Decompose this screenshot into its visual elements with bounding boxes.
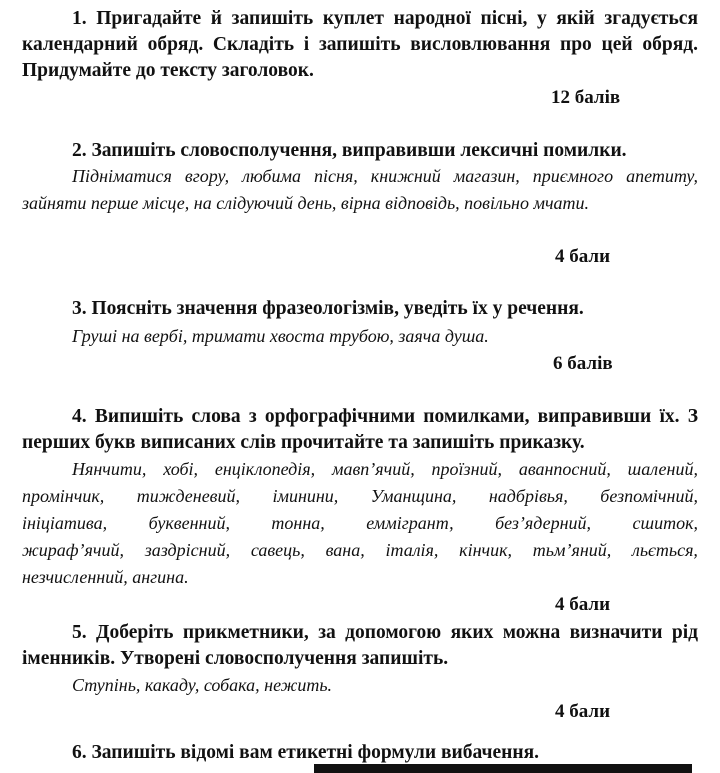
- task-4-word-list: [22, 456, 698, 591]
- word: хобі,: [163, 459, 199, 479]
- word-line: [22, 510, 698, 537]
- word: льється,: [632, 540, 698, 560]
- word: тонна,: [271, 513, 325, 533]
- word-line: [22, 537, 698, 564]
- task-1-title: 1. Пригадайте й запишіть куплет народної пісні, у якій згадується календарний обряд. Складіть і запишіть висловлювання про цей обряд. Придумайте до тексту заголовок.: [22, 8, 698, 81]
- word: еммігрант,: [366, 513, 454, 533]
- word: жираф’ячий,: [22, 540, 124, 560]
- word: ініціатива,: [22, 513, 108, 533]
- word-line: [22, 564, 698, 591]
- word-line: [22, 456, 698, 483]
- word-line: [22, 483, 698, 510]
- word: Уманщина,: [370, 486, 457, 506]
- word: савець,: [250, 540, 305, 560]
- word: шалений,: [627, 459, 698, 479]
- word: аванпосний,: [518, 459, 611, 479]
- word: незчисленний, ангина.: [22, 567, 189, 587]
- task-6-title: 6. Запишіть відомі вам етикетні формули вибачення.: [72, 742, 540, 763]
- task-3-title: 3. Поясніть значення фразеологізмів, уведіть їх у речення.: [72, 298, 584, 319]
- word: італія,: [385, 540, 439, 560]
- task-2-points: 4 бали: [555, 246, 611, 267]
- task-3-text: Груші на вербі, тримати хвоста трубою, заяча душа.: [72, 326, 489, 346]
- word: тьм’яний,: [532, 540, 612, 560]
- word: заздрісний,: [144, 540, 231, 560]
- word: вана,: [325, 540, 365, 560]
- task-2-title: 2. Запишіть словосполучення, виправивши лексичні помилки.: [72, 140, 627, 161]
- word: надбрівья,: [488, 486, 568, 506]
- word: Нянчити,: [72, 459, 147, 479]
- word: без’ядерний,: [495, 513, 592, 533]
- task-5-points: 4 бали: [555, 701, 611, 722]
- word: проїзний,: [431, 459, 502, 479]
- scan-edge-bar: [314, 764, 692, 773]
- task-2-text: Підніматися вгору, любима пісня, книжний магазин, приємного апетиту, зайняти перше місце, на слідуючий день, вірна відповідь, повільно мчати.: [22, 166, 698, 213]
- word: тижденевий,: [136, 486, 240, 506]
- task-4-points: 4 бали: [555, 594, 611, 615]
- word: мавп’ячий,: [331, 459, 415, 479]
- task-5-title: 5. Доберіть прикметники, за допомогою яких можна визначити рід іменників. Утворені словосполучення запишіть.: [22, 622, 698, 669]
- task-4-title: 4. Випишіть слова з орфографічними помилками, виправивши їх. З перших букв виписаних слів прочитайте та запишіть приказку.: [22, 406, 698, 453]
- word: промінчик,: [22, 486, 105, 506]
- word: іминини,: [272, 486, 339, 506]
- task-5-text: Ступінь, какаду, собака, нежить.: [72, 675, 333, 695]
- word: безпомічний,: [600, 486, 698, 506]
- task-3-points: 6 балів: [553, 353, 613, 374]
- word: буквенний,: [148, 513, 230, 533]
- word: сшиток,: [632, 513, 698, 533]
- task-1-points: 12 балів: [551, 87, 621, 108]
- word: кінчик,: [459, 540, 513, 560]
- word: енціклопедія,: [214, 459, 316, 479]
